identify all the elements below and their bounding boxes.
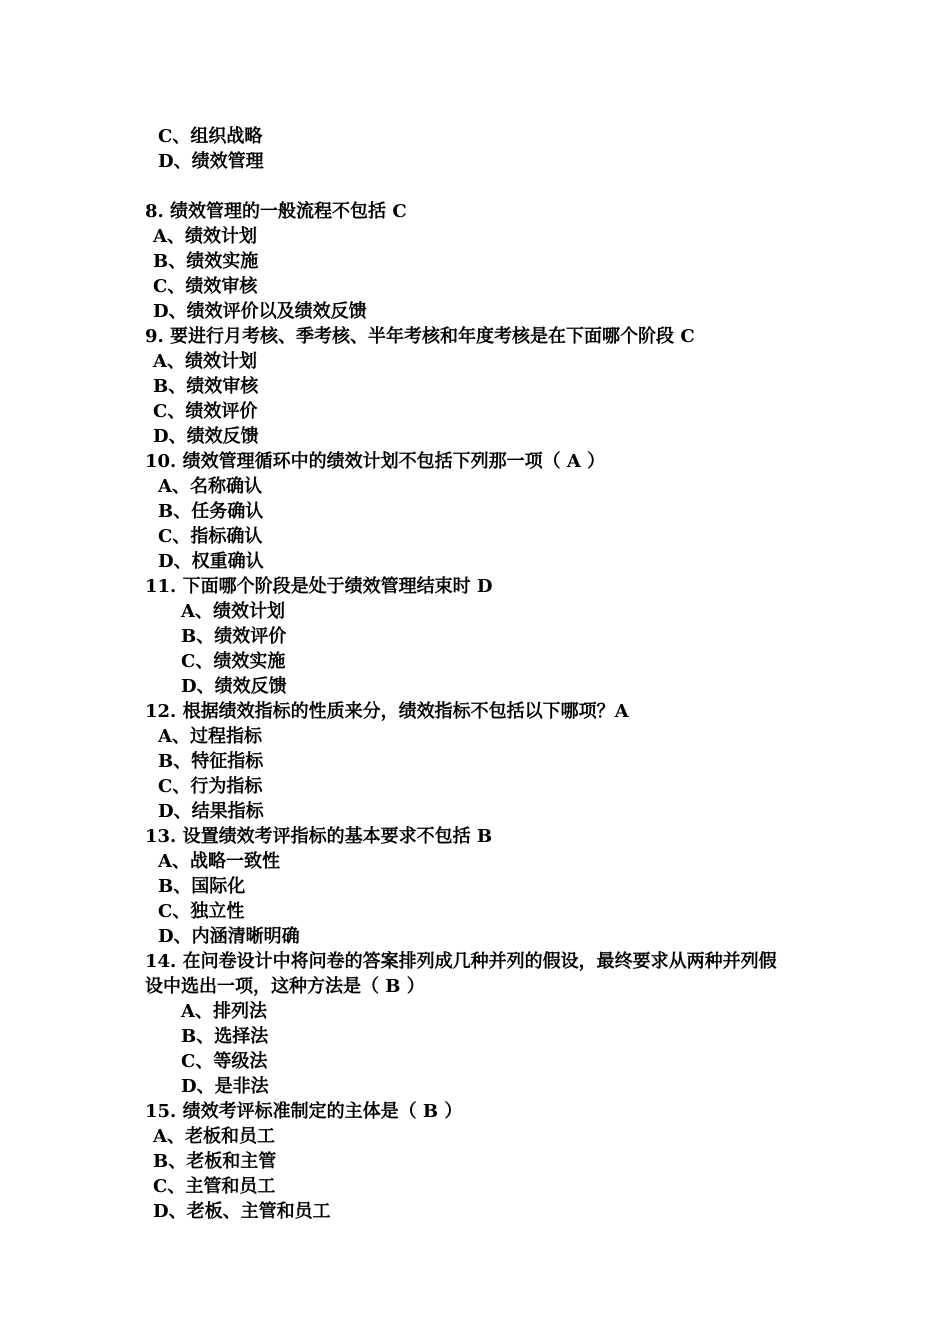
option-c: C、行为指标: [158, 776, 263, 797]
option-c: C、绩效实施: [181, 651, 286, 672]
option-d: D、内涵清晰明确: [158, 926, 300, 947]
option-d: D、绩效评价以及绩效反馈: [153, 301, 367, 322]
question-11: 11. 下面哪个阶段是处于绩效管理结束时 D: [145, 576, 493, 597]
option-b: B、特征指标: [158, 751, 264, 772]
question-15: 15. 绩效考评标准制定的主体是（ B ）: [145, 1101, 463, 1122]
option-c: C、绩效评价: [153, 401, 258, 422]
option-d: D、是非法: [181, 1076, 269, 1097]
option-b: B、绩效评价: [181, 626, 287, 647]
option-c: C、独立性: [158, 901, 245, 922]
option-a: A、老板和员工: [153, 1126, 275, 1147]
option-a: A、过程指标: [158, 726, 262, 747]
option-a: A、排列法: [181, 1001, 267, 1022]
option-c: C、等级法: [181, 1051, 268, 1072]
option-a: A、绩效计划: [153, 351, 257, 372]
option-b: B、选择法: [181, 1026, 269, 1047]
question-8: 8. 绩效管理的一般流程不包括 C: [145, 201, 407, 222]
option-a: A、战略一致性: [158, 851, 280, 872]
option-d: D、绩效管理: [158, 151, 264, 172]
option-c: C、绩效审核: [153, 276, 258, 297]
option-b: B、绩效审核: [153, 376, 259, 397]
option-a: A、名称确认: [158, 476, 262, 497]
question-10: 10. 绩效管理循环中的绩效计划不包括下列那一项（ A ）: [145, 451, 606, 472]
question-12: 12. 根据绩效指标的性质来分，绩效指标不包括以下哪项？A: [145, 701, 629, 722]
question-13: 13. 设置绩效考评指标的基本要求不包括 B: [145, 826, 493, 847]
option-c: C、指标确认: [158, 526, 263, 547]
option-d: D、老板、主管和员工: [153, 1201, 331, 1222]
option-b: B、绩效实施: [153, 251, 259, 272]
option-d: D、结果指标: [158, 801, 264, 822]
option-d: D、权重确认: [158, 551, 264, 572]
option-b: B、老板和主管: [153, 1151, 277, 1172]
option-c: C、组织战略: [158, 126, 263, 147]
option-a: A、绩效计划: [181, 601, 285, 622]
option-b: B、国际化: [158, 876, 246, 897]
question-14-continued: 设中选出一项，这种方法是（ B ）: [145, 976, 425, 997]
option-a: A、绩效计划: [153, 226, 257, 247]
option-d: D、绩效反馈: [153, 426, 259, 447]
question-9: 9. 要进行月考核、季考核、半年考核和年度考核是在下面哪个阶段 C: [145, 326, 695, 347]
option-b: B、任务确认: [158, 501, 264, 522]
option-d: D、绩效反馈: [181, 676, 287, 697]
option-c: C、主管和员工: [153, 1176, 276, 1197]
question-14: 14. 在问卷设计中将问卷的答案排列成几种并列的假设，最终要求从两种并列假: [145, 951, 777, 972]
